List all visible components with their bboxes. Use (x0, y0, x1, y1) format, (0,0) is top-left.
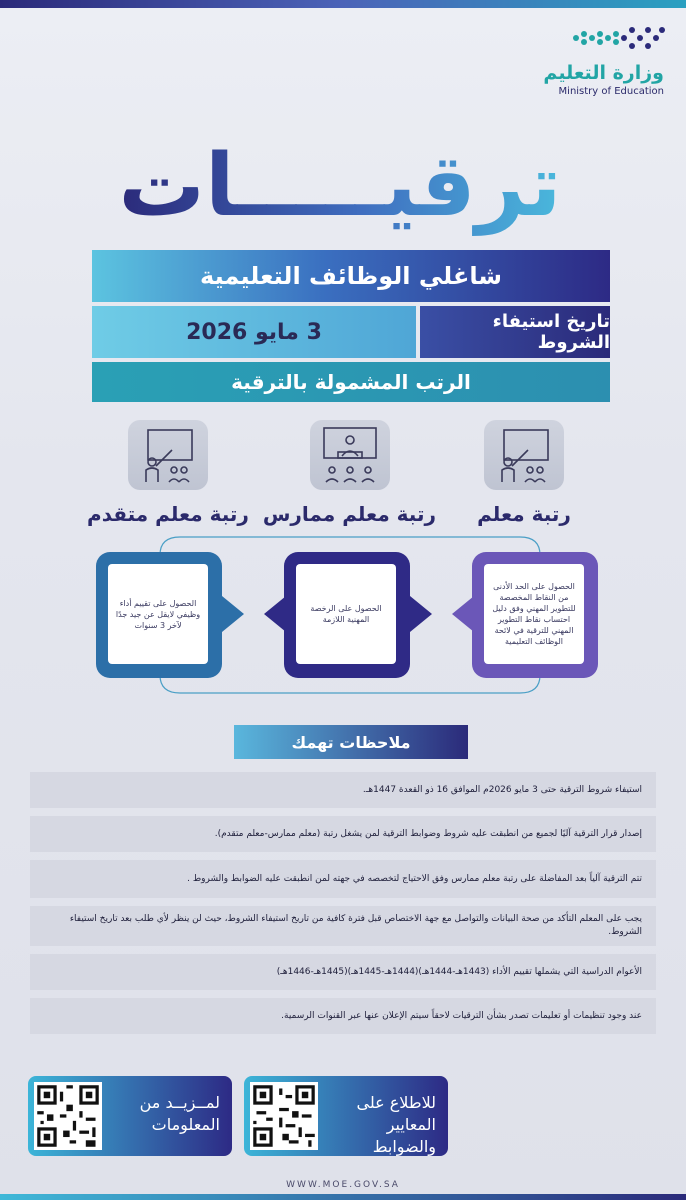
date-value: 3 مايو 2026 (92, 306, 416, 358)
qr-more-info-text: لمــزيــد من المعلومات (139, 1093, 220, 1134)
requirement-card (284, 552, 410, 678)
rank-practitioner-tile (310, 420, 390, 490)
note-item: استيفاء شروط الترقية حتى 3 مايو 2026م الموافق 16 ذو القعدة 1447هـ. (30, 772, 656, 808)
page-title (60, 135, 620, 240)
arrow-left-icon (264, 596, 286, 632)
arrow-left-icon (452, 596, 474, 632)
top-stripe (0, 0, 686, 8)
rank-label: رتبة معلم متقدم (87, 502, 249, 526)
website-link[interactable]: WWW.MOE.GOV.SA (286, 1180, 400, 1190)
ministry-logo-icon (572, 24, 666, 56)
qr-card-more-info[interactable] (28, 1076, 232, 1156)
rank-advanced-tile (128, 420, 208, 490)
date-label: تاريخ استيفاء الشروط (420, 306, 610, 358)
requirement-card (96, 552, 222, 678)
ministry-name-ar: وزارة التعليم (543, 62, 664, 84)
teacher-board-icon (136, 426, 200, 484)
qr-card-criteria[interactable] (244, 1076, 448, 1156)
subtitle-banner: شاغلي الوظائف التعليمية (92, 250, 610, 302)
ministry-name-en: Ministry of Education (558, 86, 664, 97)
note-item: يجب على المعلم التأكد من صحة البيانات والتواصل مع جهة الاختصاص قبل فترة كافية من تاريخ استيفاء الشروط، حيث لن ينظر لأي طلب بعد تاريخ استيفاء الشروط. (30, 906, 656, 946)
requirement-text: الحصول على الحد الأدنى من النقاط المخصصة للتطوير المهني وفق دليل احتساب نقاط التطوير المهني للترقية في لائحة الوظائف التعليمية (484, 564, 584, 664)
qr-code-icon[interactable] (34, 1082, 102, 1150)
rank-teacher-tile (484, 420, 564, 490)
arrow-right-icon (410, 596, 432, 632)
note-item: إصدار قرار الترقية آليًا لجميع من انطبقت عليه شروط وضوابط الترقية لمن يشغل رتبة (معلم ممارس-معلم متقدم). (30, 816, 656, 852)
teacher-class-icon (318, 426, 382, 484)
rank-label: رتبة معلم ممارس (262, 502, 436, 526)
note-item: تتم الترقية آلياً بعد المفاضلة على رتبة معلم ممارس وفق الاحتياج لتخصصه في جهته لمن انطبقت عليه الضوابط والشروط . (30, 860, 656, 898)
teacher-board-icon (492, 426, 556, 484)
notes-title: ملاحظات تهمك (234, 725, 468, 759)
bottom-stripe (0, 1194, 686, 1200)
ranks-heading: الرتب المشمولة بالترقية (92, 362, 610, 402)
note-item: الأعوام الدراسية التي يشملها تقييم الأداء (1443هـ-1444هـ)(1444هـ-1445هـ)(1445هـ-1446هـ) (30, 954, 656, 990)
requirement-text: الحصول على الرخصة المهنية اللازمة (296, 564, 396, 664)
requirement-card (472, 552, 598, 678)
qr-criteria-text: للاطلاع على المعايير والضوابط (356, 1093, 436, 1156)
arrow-right-icon (222, 596, 244, 632)
page-title-text: ترقيـــــات (118, 136, 562, 236)
qr-code-icon[interactable] (250, 1082, 318, 1150)
rank-label: رتبة معلم (477, 502, 571, 526)
note-item: عند وجود تنظيمات أو تعليمات تصدر بشأن الترقيات لاحقاً سيتم الإعلان عنها عبر القنوات الرسمية. (30, 998, 656, 1034)
requirement-text: الحصول على تقييم أداء وظيفي لايقل عن جيد جدًا لآخر 3 سنوات (108, 564, 208, 664)
